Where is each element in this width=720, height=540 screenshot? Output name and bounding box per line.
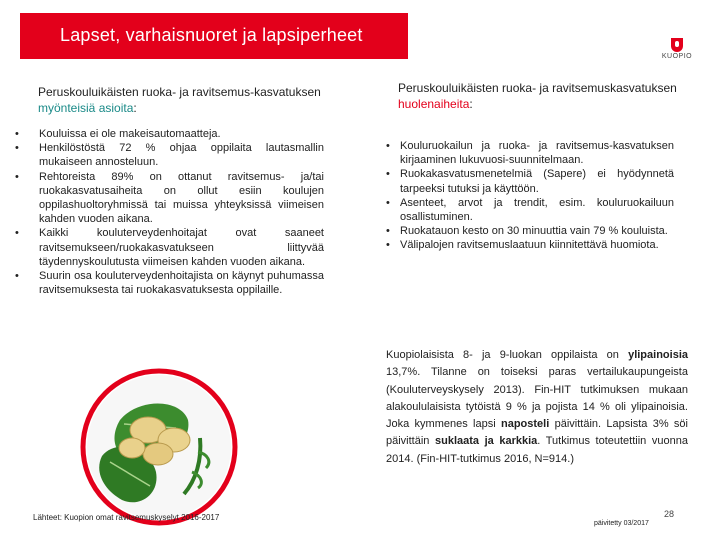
plate-illustration: [80, 368, 238, 526]
list-item: • Kaikki kouluterveydenhoitajat ovat saaneet ravitsemukseen/ruokakasvatukseen liittyvää täydennyskoulutusta viimeisen kahden vuoden aikana.: [15, 226, 324, 269]
right-bullet-list: [386, 139, 674, 253]
kuopio-logo: [660, 38, 694, 64]
page-number: 28: [664, 509, 675, 519]
list-item: • Suurin osa kouluterveydenhoitajista on käynyt puhumassa ravitsemuksesta tai ruokakasvatuksesta oppilaille.: [15, 269, 324, 297]
left-heading-text: Peruskouluikäisten ruoka- ja ravitsemus-kasvatuksen: [38, 85, 321, 99]
list-item: • Ruokatauon kesto on 30 minuuttia vain 79 % kouluista.: [386, 224, 674, 238]
list-item: • Välipalojen ravitsemuslaatuun kiinnitettävä huomiota.: [386, 238, 674, 252]
list-item: • Rehtoreista 89% on ottanut ravitsemus- ja/tai ruokakasvatusaiheita on ollut esiin koulujen oppilashuoltoryhmissä tai muissa yhteyksissä viimeisen kahden vuoden aikana.: [15, 170, 324, 227]
list-item: • Kouluissa ei ole makeisautomaatteja.: [15, 127, 324, 141]
right-heading-text: Peruskouluikäisten ruoka- ja ravitsemuskasvatuksen: [398, 81, 677, 95]
right-heading-highlight: huolenaiheita: [398, 97, 470, 111]
page-title: Lapset, varhaisnuoret ja lapsiperheet: [60, 25, 363, 45]
title-bar: [20, 13, 408, 59]
left-heading: [38, 84, 328, 116]
statistics-paragraph: Kuopiolaisista 8- ja 9-luokan oppilaista on ylipainoisia 13,7%. Tilanne on toiseksi paras vertailukaupungeista (Kouluterveyskysely 2013). Fin-HIT tutkimuksen mukaan alakoululaisista tytöistä 9 % ja pojista 14 % oli ylipainoisia. Joka kymmenes lapsi naposteli päivittäin. Lapsista 3% söi päivittäin suklaata ja karkkia. Tutkimus toteutettiin vuonna 2014. (Fin-HIT-tutkimus 2016, N=914.): [386, 349, 688, 465]
left-heading-suffix: :: [133, 101, 137, 115]
list-item: • Henkilöstöstä 72 % ohjaa oppilaita lautasmallin mukaiseen annosteluun.: [15, 141, 324, 169]
source-note: Lähteet: Kuopion omat ravitsemuskyselyt 2016-2017: [33, 513, 220, 522]
right-heading: [398, 80, 690, 112]
left-heading-highlight: myönteisiä asioita: [38, 101, 134, 115]
logo-text: KUOPIO: [661, 53, 693, 60]
list-item: • Kouluruokailun ja ruoka- ja ravitsemus-kasvatuksen kirjaaminen lukuvuosi-suunnitelmaan.: [386, 139, 674, 167]
updated-date: päivitetty 03/2017: [594, 520, 649, 527]
crest-icon: [671, 38, 683, 52]
left-bullet-list: [15, 127, 324, 297]
list-item: • Asenteet, arvot ja trendit, esim. kouluruokailuun osallistuminen.: [386, 196, 674, 224]
list-item: • Ruokakasvatusmenetelmiä (Sapere) ei hyödynnetä tarpeeksi tutuksi ja käyttöön.: [386, 167, 674, 195]
right-heading-suffix: :: [469, 97, 473, 111]
